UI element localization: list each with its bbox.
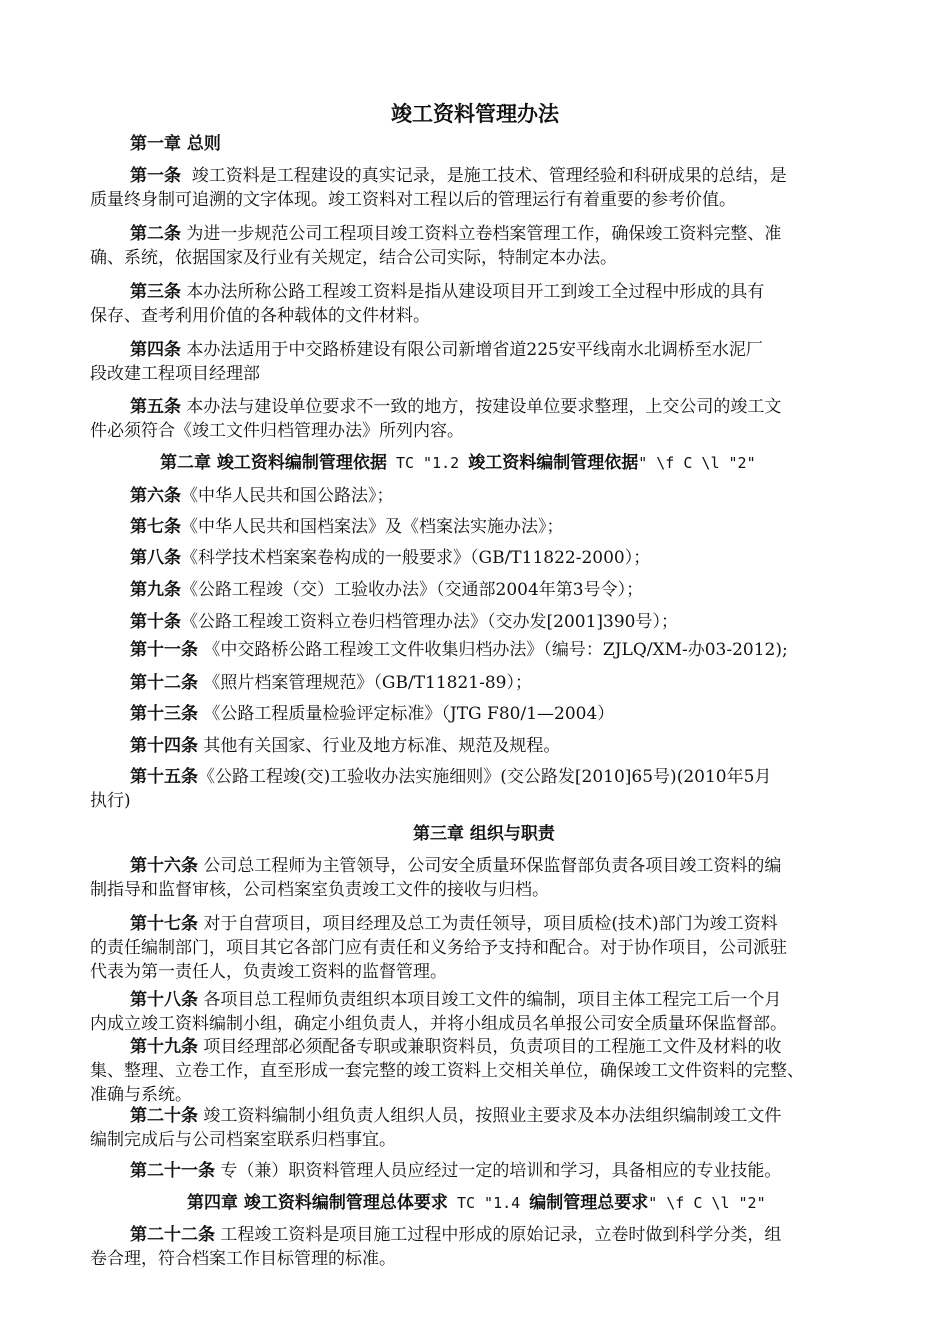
article-label: 第十四条 [130,736,198,756]
article-text: 本办法适用于中交路桥建设有限公司新增省道225安平线南水北调桥至水泥厂 [181,340,763,360]
article-line [90,338,865,362]
article-line [90,610,865,634]
article-line [90,936,865,960]
article-label: 第二十条 [130,1106,198,1126]
article-line [90,960,865,984]
article-label: 第十六条 [130,856,198,876]
article-line [90,280,865,304]
article-5 [90,395,865,443]
article-text: 为进一步规范公司工程项目竣工资料立卷档案管理工作，确保竣工资料完整、准 [181,224,782,244]
article-label: 第十一条 [130,640,198,660]
article-line [90,1012,865,1036]
article-label: 第十二条 [130,673,198,693]
article-text: 件必须符合《竣工文件归档管理办法》所列内容。 [90,421,464,441]
article-line [90,1035,865,1059]
article-13 [90,702,865,726]
article-text: 竣工资料编制小组负责人组织人员，按照业主要求及本办法组织编制竣工文件 [198,1106,782,1126]
chapter-label: 第二章 竣工资料编制管理依据 [160,453,387,473]
article-label: 第二十一条 [130,1161,215,1181]
chapter-label: 第四章 竣工资料编制管理总体要求 [187,1193,448,1213]
article-text: 质量终身制可追溯的文字体现。竣工资料对工程以后的管理运行有着重要的参考价值。 [90,190,736,210]
article-14 [90,734,865,758]
article-text: 项目经理部必须配备专职或兼职资料员，负责项目的工程施工文件及材料的收 [198,1037,782,1057]
article-label: 第十八条 [130,990,198,1010]
article-12 [90,671,865,695]
article-7 [90,515,865,539]
article-line [90,854,865,878]
article-line [90,546,865,570]
article-line [90,638,865,662]
article-text: 《公路工程竣工资料立卷归档管理办法》（交办发[2001]390号）； [181,612,678,632]
article-label: 第十条 [130,612,181,632]
article-label: 第一条 [130,166,181,186]
article-label: 第八条 [130,548,181,568]
toc-field-switches: " \f C \l "2" [648,1194,766,1212]
article-9 [90,578,865,602]
article-label: 第十七条 [130,914,198,934]
article-text: 制指导和监督审核，公司档案室负责竣工文件的接收与归档。 [90,880,549,900]
article-text: 《公路工程竣(交)工验收办法实施细则》(交公路发[2010]65号)(2010年5月 [198,767,772,787]
article-text: 本办法所称公路工程竣工资料是指从建设项目开工到竣工全过程中形成的具有 [181,282,765,302]
article-18 [90,988,865,1036]
article-text: 竣工资料是工程建设的真实记录，是施工技术、管理经验和科研成果的总结，是 [181,166,787,186]
article-text: 的责任编制部门，项目其它各部门应有责任和义务给予支持和配合。对于协作项目，公司派驻 [90,938,787,958]
article-line [90,1247,865,1271]
article-label: 第十五条 [130,767,198,787]
article-8 [90,546,865,570]
article-label: 第二条 [130,224,181,244]
toc-entry: 竣工资料编制管理依据 [468,453,639,473]
article-text: 公司总工程师为主管领导，公司安全质量环保监督部负责各项目竣工资料的编 [198,856,782,876]
article-line [90,912,865,936]
article-line [90,1104,865,1128]
article-label: 第七条 [130,517,181,537]
chapter-label: 第一章 总则 [130,134,221,154]
article-text: 编制完成后与公司档案室联系归档事宜。 [90,1130,396,1150]
article-21 [90,1159,865,1183]
article-line [90,188,865,212]
toc-field: TC "1.2 [386,454,469,472]
article-text: 《中交路桥公路工程竣工文件收集归档办法》（编号：ZJLQ/XM-办03-2012); [198,640,788,660]
document-title: 竣工资料管理办法 [391,101,559,126]
article-line [90,988,865,1012]
article-line [90,362,865,386]
article-line [90,222,865,246]
toc-field-switches: " \f C \l "2" [638,454,756,472]
article-label: 第六条 [130,486,181,506]
article-text: 对于自营项目，项目经理及总工为责任领导，项目质检(技术)部门为竣工资料 [198,914,778,934]
article-text: 《公路工程质量检验评定标准》（JTG F80/1—2004） [198,704,615,724]
article-text: 《照片档案管理规范》（GB/T11821-89）； [198,673,532,693]
article-label: 第五条 [130,397,181,417]
article-text: 《中华人民共和国公路法》； [181,486,394,506]
chapter-3-heading [413,822,555,846]
article-text: 其他有关国家、行业及地方标准、规范及规程。 [198,736,561,756]
article-text: 集、整理、立卷工作，直至形成一套完整的竣工资料上交相关单位，确保竣工文件资料的完整、 [90,1061,804,1081]
article-text: 本办法与建设单位要求不一致的地方，按建设单位要求整理，上交公司的竣工文 [181,397,782,417]
article-text: 工程竣工资料是项目施工过程中形成的原始记录，立卷时做到科学分类，组 [215,1225,782,1245]
article-text: 段改建工程项目经理部 [90,364,260,384]
article-text: 各项目总工程师负责组织本项目竣工文件的编制，项目主体工程完工后一个月 [198,990,782,1010]
article-text: 执行) [90,791,131,811]
article-line [90,702,865,726]
article-line [90,789,865,813]
article-line [90,1159,865,1183]
article-20 [90,1104,865,1152]
article-line [90,1128,865,1152]
chapter-label: 第三章 组织与职责 [413,824,555,844]
article-text: 内成立竣工资料编制小组，确定小组负责人，并将小组成员名单报公司安全质量环保监督部。 [90,1014,787,1034]
article-line [90,578,865,602]
article-line [90,515,865,539]
article-line [90,878,865,902]
article-2 [90,222,865,270]
toc-field: TC "1.4 [447,1194,530,1212]
article-text: 《公路工程竣（交）工验收办法》（交通部2004年第3号令）； [181,580,644,600]
article-22 [90,1223,865,1271]
article-17 [90,912,865,984]
article-text: 确、系统，依据国家及行业有关规定，结合公司实际，特制定本办法。 [90,248,617,268]
article-6 [90,484,865,508]
article-text: 保存、查考利用价值的各种载体的文件材料。 [90,306,430,326]
chapter-1-heading [130,132,221,156]
article-text: 准确与系统。 [90,1085,192,1105]
article-text: 《科学技术档案案卷构成的一般要求》（GB/T11822-2000）； [181,548,651,568]
article-line [90,419,865,443]
article-label: 第九条 [130,580,181,600]
article-label: 第十三条 [130,704,198,724]
article-line [90,304,865,328]
article-label: 第十九条 [130,1037,198,1057]
article-line [90,1223,865,1247]
article-text: 《中华人民共和国档案法》及《档案法实施办法》； [181,517,564,537]
article-text: 专（兼）职资料管理人员应经过一定的培训和学习，具备相应的专业技能。 [215,1161,782,1181]
article-line [90,1059,865,1083]
article-4 [90,338,865,386]
article-10 [90,610,865,634]
article-19 [90,1035,865,1107]
article-line [90,765,865,789]
article-1 [90,164,865,212]
chapter-4-heading [187,1191,766,1215]
article-15 [90,765,865,813]
toc-entry: 编制管理总要求 [529,1193,649,1213]
article-16 [90,854,865,902]
article-label: 第三条 [130,282,181,302]
article-line [90,671,865,695]
article-line [90,734,865,758]
article-line [90,164,865,188]
article-line [90,246,865,270]
article-text: 代表为第一责任人，负责竣工资料的监督管理。 [90,962,447,982]
article-label: 第二十二条 [130,1225,215,1245]
article-3 [90,280,865,328]
article-text: 卷合理，符合档案工作目标管理的标准。 [90,1249,396,1269]
chapter-2-heading [160,451,756,475]
article-11 [90,638,865,662]
article-label: 第四条 [130,340,181,360]
article-line [90,395,865,419]
article-line [90,484,865,508]
